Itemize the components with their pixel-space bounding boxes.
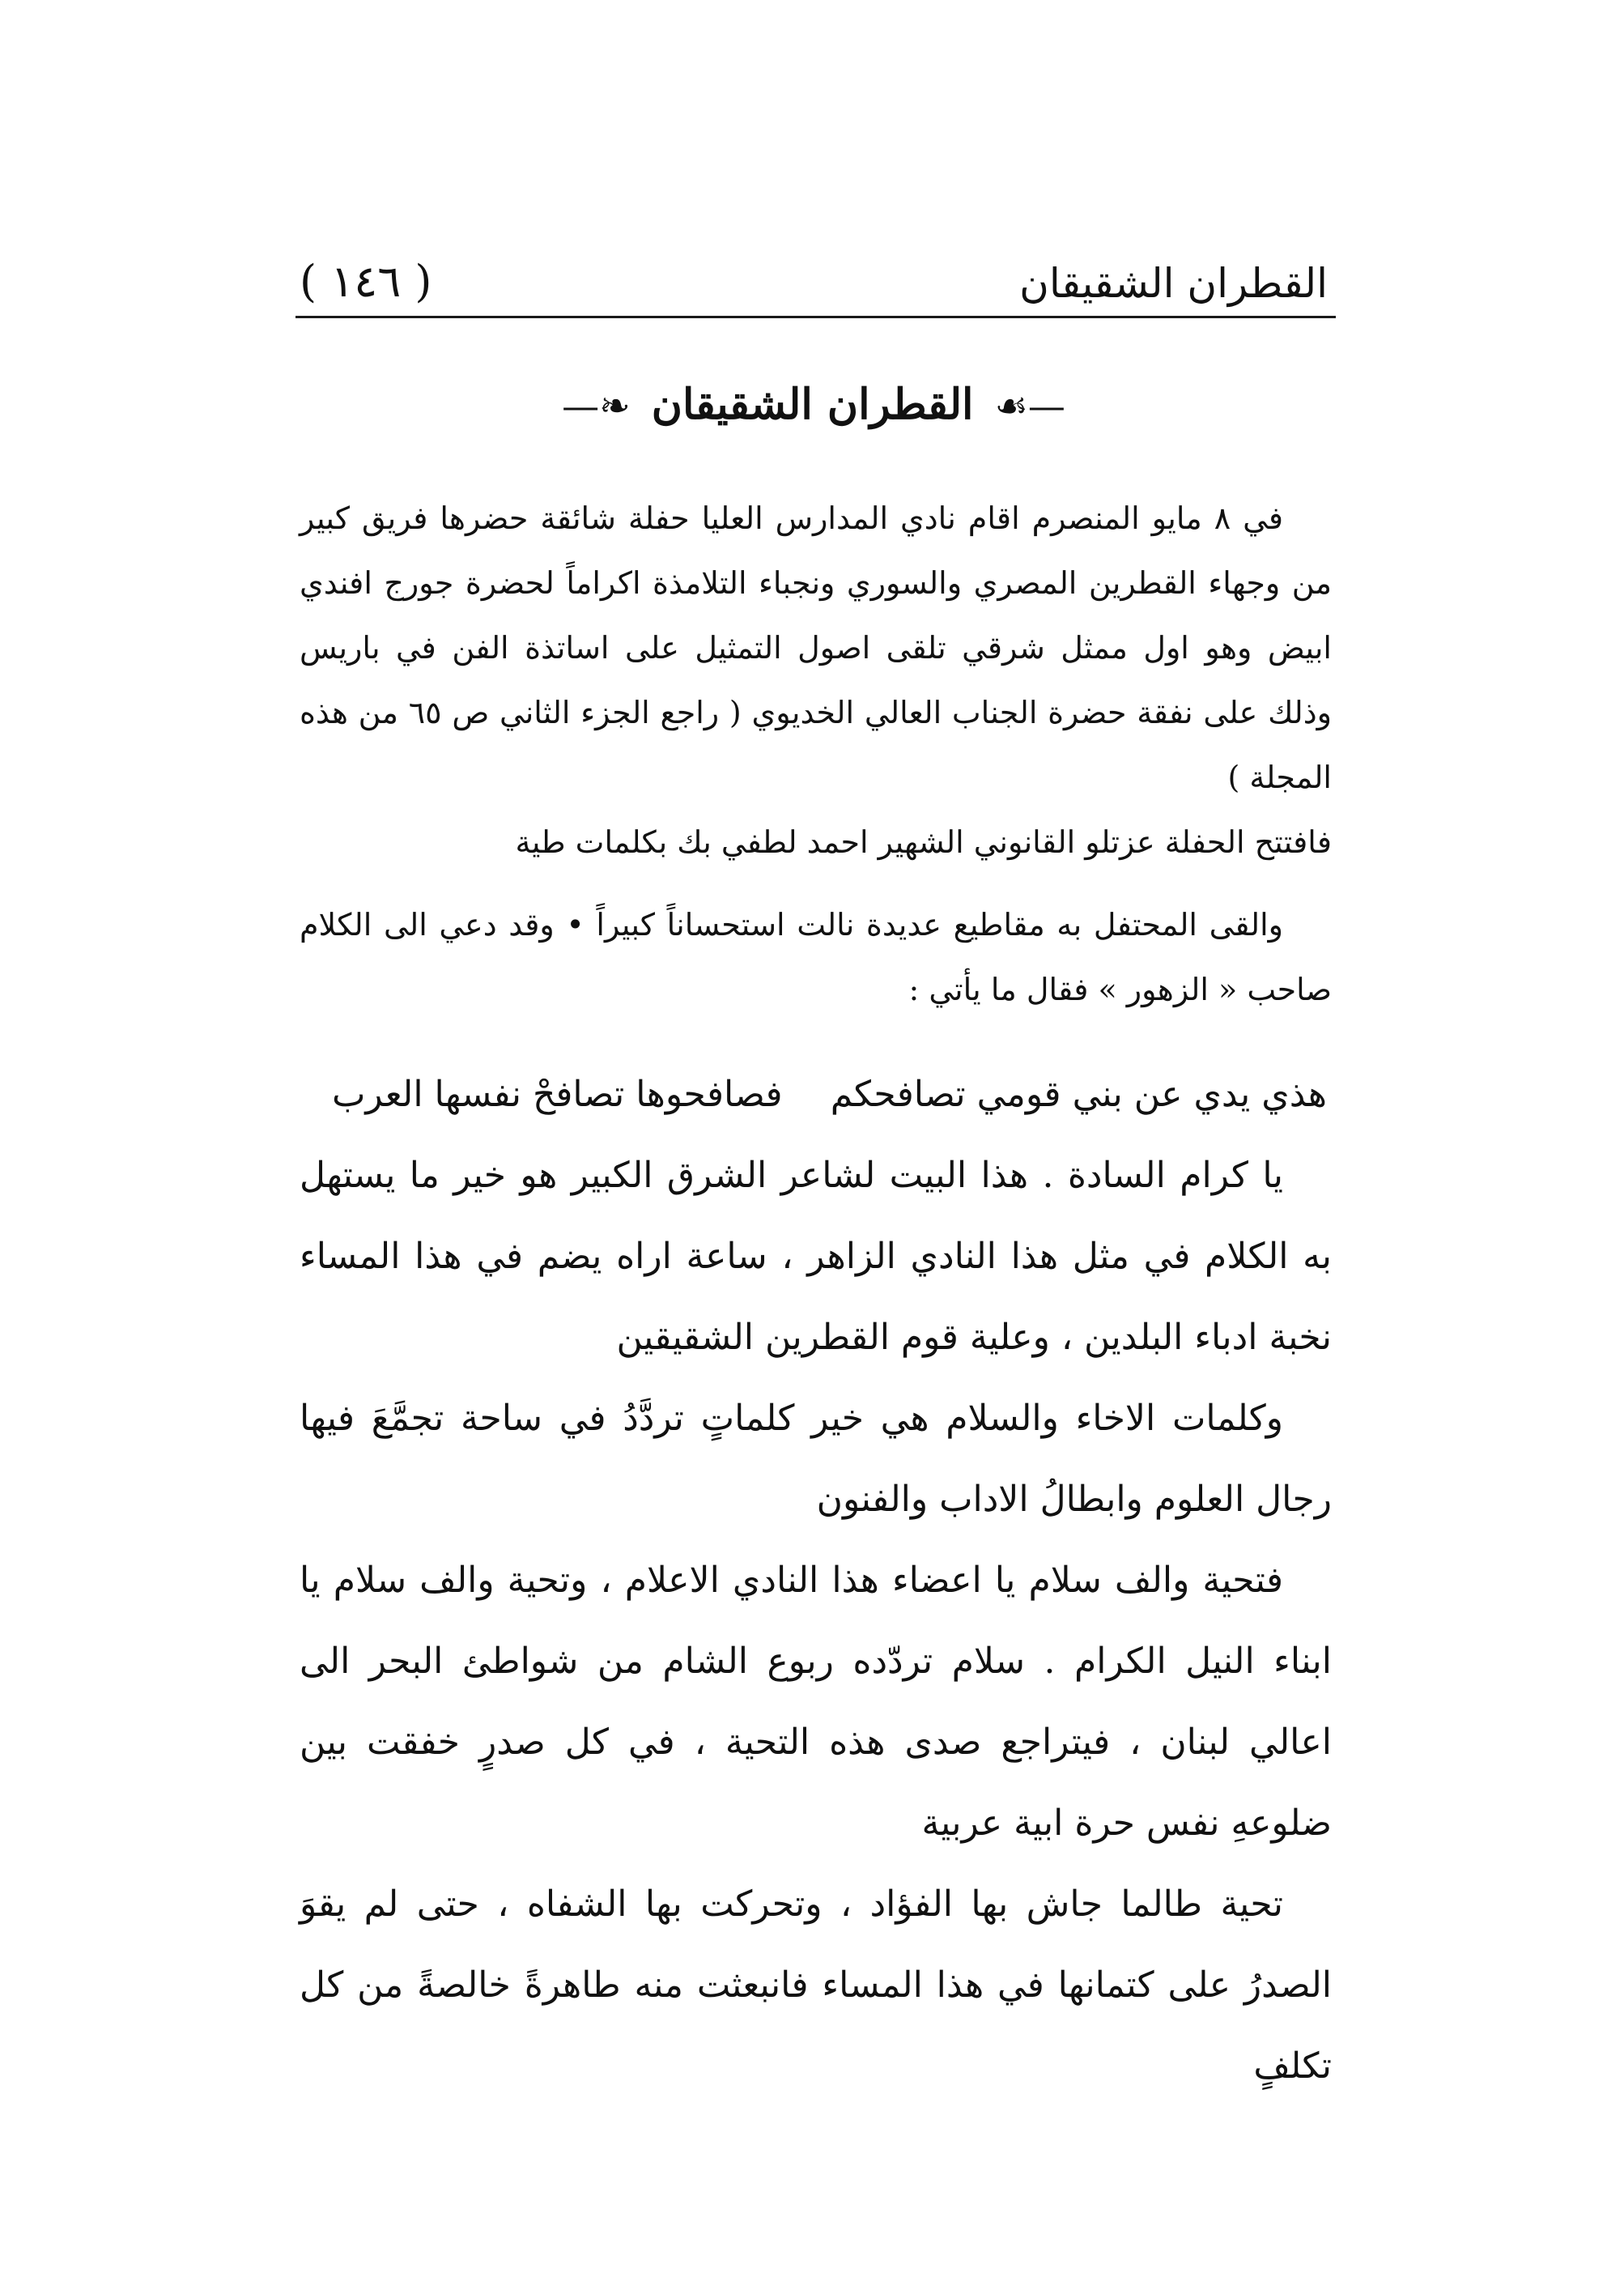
speech-intro-paragraph: والقى المحتفل به مقاطيع عديدة نالت استحساناً كبيراً • وقد دعي الى الكلام صاحب « الزهور » فقال ما يأتي : — [300, 907, 1332, 1007]
running-header — [300, 231, 1328, 307]
poem-verse — [300, 1054, 1332, 1135]
verse-second-hemistich: فصافحوها تصافحْ نفسها العرب — [332, 1074, 783, 1115]
section-title-text: القطران الشقيقان — [651, 380, 974, 429]
speech-paragraph: يا كرام السادة . هذا البيت لشاعر الشرق الكبير هو خير ما يستهل به الكلام في مثل هذا النادي الزاهر ، ساعة اراه يضم في هذا المساء نخبة ادباء البلدين ، وعلية قوم القطرين الشقيقين — [300, 1155, 1333, 1358]
intro-paragraph: في ٨ مايو المنصرم اقام نادي المدارس العليا حفلة شائقة حضرها فريق كبير من وجهاء القطرين المصري والسوري ونجباء التلامذة اكراماً لحضرة جورج افندي ابيض وهو اول ممثل شرقي تلقى اصول التمثيل على اساتذة الفن في باريس وذلك على نفقة حضرة الجناب العالي الخديوي ( راجع الجزء الثاني ص ٦٥ من هذه المجلة ) — [300, 500, 1332, 795]
page-number: ( ١٤٦ ) — [300, 256, 432, 307]
section-title — [300, 372, 1328, 437]
running-title: القطران الشقيقان — [1019, 260, 1328, 307]
speech-paragraph: تحية طالما جاش بها الفؤاد ، وتحركت بها الشفاه ، حتى لم يقوَ الصدرُ على كتمانها في هذا المساء فانبعثت منه طاهرةً خالصةً من كل تكلفٍ — [300, 1883, 1332, 2087]
verse-first-hemistich: هذي يدي عن بني قومي تصافحكم — [830, 1074, 1327, 1115]
ornament-left: ❧— — [562, 384, 631, 428]
opening-paragraph: فافتتح الحفلة عزتلو القانوني الشهير احمد لطفي بك بكلمات طية — [515, 824, 1332, 860]
speech-paragraph: فتحية والف سلام يا اعضاء هذا النادي الاعلام ، وتحية والف سلام يا ابناء النيل الكرام . سلام تردّده ربوع الشام من شواطئ البحر الى اعالي لبنان ، فيتراجع صدى هذه التحية ، في كل صدرٍ خفقت بين ضلوعهِ نفس حرة ابية عربية — [300, 1560, 1332, 1844]
speech-paragraph: وكلمات الاخاء والسلام هي خير كلماتٍ تردَّدُ في ساحة تجمَّعَ فيها رجال العلوم وابطالُ الاداب والفنون — [300, 1398, 1332, 1520]
article-body — [300, 486, 1332, 2107]
header-divider — [295, 316, 1336, 318]
ornament-right: —☙ — [994, 384, 1065, 428]
